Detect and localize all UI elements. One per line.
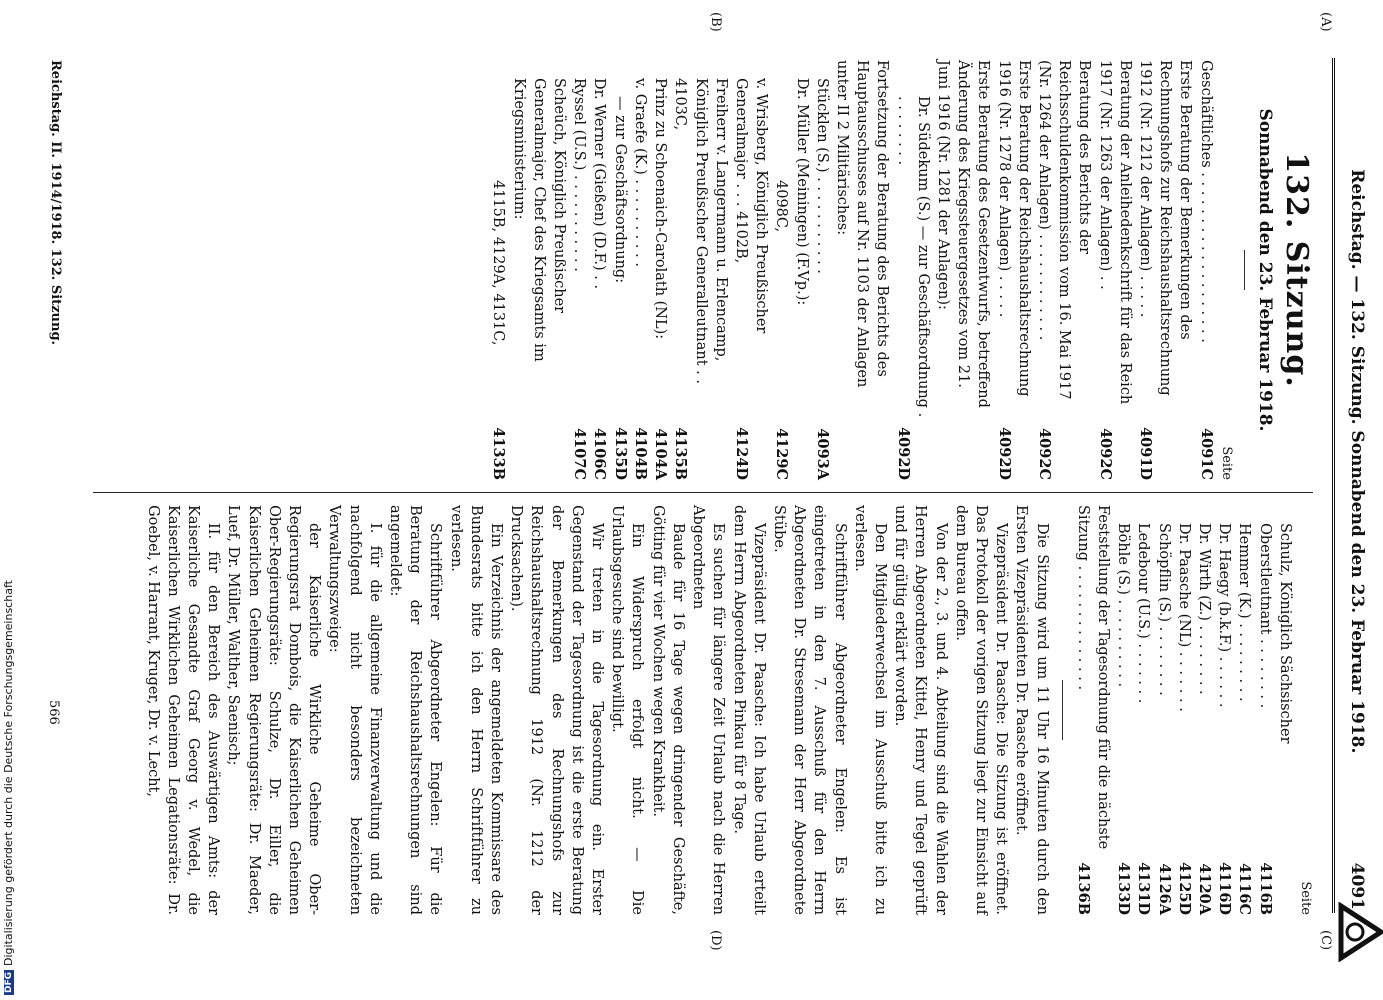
toc-entry-text: Scheüch, Königlich Preußischer Generalmajor, Chef des Kriegsamts im Kriegsministerium: (510, 78, 568, 362)
toc-entry (812, 60, 832, 480)
toc-entry-page: 4135D (611, 427, 629, 480)
dfg-logo-icon: DFG (3, 971, 14, 993)
toc-entry-text: Feststellung der Tagesordnung für die nächste Sitzung . . . . . . . . . . . . . . (1074, 505, 1111, 850)
toc-entry-page: 4133B (490, 427, 508, 480)
column-divider (93, 492, 1313, 493)
header-title: Reichstag. — 132. Sitzung. Sonnabend den 23. Februar 1918. (1347, 169, 1367, 754)
proceedings-paragraph: Wir treten in die Tagesordnung ein. Erster Gegenstand der Tagesordnung ist die erste Beratung der Bemerkungen des Rechnungshofs zur Reichshaushaltsrechnung 1912 (Nr. 1212 der Drucksachen). (508, 505, 606, 915)
toc-entry-text: Beratung des Berichts der Reichsschuldenkommission vom 16. Mai 1917 (Nr. 1264 der Anlagen) . . . . . . . . . . . . (1035, 60, 1093, 400)
reichstag-emblem-icon (1337, 902, 1383, 962)
margin-mark-a: (A) (1318, 12, 1333, 32)
toc-entry (650, 60, 670, 480)
toc-entry-text: Erste Beratung des Gesetzentwurfs, betreffend Änderung des Kriegssteuergesetzes vom 21. Juni 1916 (Nr. 1281 der Anlagen): (934, 60, 992, 408)
toc-entry-text: Dr. Müller (Meiningen) (F.Vp.): (793, 78, 810, 306)
toc-entry (1034, 60, 1095, 480)
title-rule (1244, 250, 1245, 290)
toc-entry (1133, 505, 1153, 915)
toc-entry (1113, 505, 1133, 915)
proceedings-paragraph: Vizepräsident Dr. Paasche: Die Sitzung ist eröffnet. Das Protokoll der vorigen Sitzung liegt zur Einsicht auf dem Bureau offen. (952, 505, 1010, 915)
toc-entry-page: 4126A (1155, 863, 1173, 915)
toc-entry-page: 4107C (571, 428, 589, 480)
proceedings-paragraph: Von der 2., 3. und 4. Abteilung sind die Wahlen der Herren Abgeordneten Kittel, Henry und Tegel geprüft und für gültig erklärt worden. (892, 505, 949, 915)
table-of-contents (488, 60, 1215, 480)
toc-entry-page: 4092C (1096, 428, 1114, 480)
toc-entry-page: 4120A (1195, 863, 1213, 915)
toc-entry-feststellung (1073, 505, 1113, 915)
digitization-credit (2, 580, 16, 995)
toc-entry-text: Fortsetzung der Beratung des Berichts des Hauptausschusses auf Nr. 1103 der Anlagen unter II 2 Militärisches: (833, 60, 891, 388)
toc-entry-text: — zur Geschäftsordnung: (611, 96, 628, 284)
toc-entry (1135, 60, 1196, 480)
proceedings-paragraph: Schriftführer Abgeordneter Engelen: Für die Beratung der Reichshaushaltsrechnungen sind angemeldet: (387, 505, 444, 915)
toc-entry (1094, 60, 1134, 480)
proceedings-paragraph: Baude für 16 Tage wegen dringender Geschäfte, Götting für vier Wochen wegen Krankheit. (649, 505, 686, 915)
toc-entry-text: Erste Beratung der Reichshaushaltsrechnung 1916 (Nr. 1278 der Anlagen) . . . . . (995, 60, 1032, 397)
seite-label-right: Seite (1298, 881, 1313, 915)
toc-entry-text: Beratung der Anleihedenkschrift für das Reich 1917 (Nr. 1263 der Anlagen) . . (1096, 60, 1133, 405)
toc-entry (731, 60, 771, 480)
toc-entry-text: 4098C, (773, 180, 790, 233)
toc-entry-text: Schöpflin (S.) . . . . . . . . (1155, 523, 1172, 696)
toc-entry-text: Dr. Werner (Gießen) (D.F.) . . (591, 78, 608, 290)
toc-entry-page: 4135B (672, 427, 690, 480)
toc-entry-page: 4133D (1115, 862, 1133, 915)
toc-entry-page: 4136B (1074, 862, 1092, 915)
header-rule (1332, 58, 1335, 913)
toc-entry-text: Prinz zu Schoenaich-Carolath (NL): (652, 78, 669, 340)
seite-label: Seite (1218, 446, 1234, 480)
toc-entry-text: Dr. Haegy (b.k.F.) . . . . . . (1216, 523, 1233, 708)
proceedings-paragraph: Es suchen für längere Zeit Urlaub nach die Herren Abgeordneten (690, 505, 727, 915)
toc-entry-page: 4116D (1216, 862, 1234, 915)
toc-entry-text: v. Graefe (K.) . . . . . . . . . . (631, 78, 648, 267)
toc-entry-page: 4091C (1197, 428, 1215, 480)
toc-entry (1194, 505, 1214, 915)
toc-entry-page: 4106C (591, 428, 609, 480)
toc-entry (569, 60, 589, 480)
toc-entry-page: 4124D (732, 427, 750, 480)
credit-text: Digitalisierung gefördert durch die Deutsche Forschungsgemeinschaft (2, 580, 15, 966)
toc-entry-text: Stücklen (S.) . . . . . . . . . . . (813, 78, 830, 274)
proceedings-paragraph: Die Sitzung wird um 11 Uhr 16 Minuten durch den Ersten Vizepräsidenten Dr. Paasche eröffnet. (1013, 505, 1050, 915)
toc-entry-page: 4125D (1175, 862, 1193, 915)
toc-entry (1214, 505, 1234, 915)
footer-page-number: 566 (46, 700, 61, 725)
proceedings-paragraph: Den Mitgliederwechsel im Ausschuß bitte ich zu verlesen. (851, 505, 888, 915)
toc-entry (1174, 505, 1194, 915)
toc-entry-page: 4116B (1256, 862, 1274, 915)
toc-entry-page: 4104A (652, 428, 670, 480)
toc-entry-page: 4092D (894, 427, 912, 480)
toc-entry (993, 60, 1033, 480)
toc-entry-text: Ledebour (U.S.) . . . . . . . (1135, 523, 1152, 704)
proceedings-paragraph: Ein Verzeichnis der angemeldeten Kommissare des Bundesrats bitte ich den Herrn Schriftführer zu verlesen. (447, 505, 505, 915)
toc-entry-text: Böhle (S.) . . . . . . . . . . (1115, 523, 1132, 688)
toc-entry-page: 4093A (813, 428, 831, 480)
proceedings-text (142, 505, 1051, 915)
toc-entry-page: 4092D (995, 427, 1013, 480)
margin-mark-b: (B) (708, 12, 723, 32)
toc-entry-page: 4131D (1135, 862, 1153, 915)
header-page-number: 4091 (1347, 862, 1367, 910)
toc-entry (771, 60, 791, 480)
toc-entry-text: Freiherr v. Langermann u. Erlencamp, Königlich Preußischer Generalleutnant . . 4103C, (672, 78, 729, 384)
margin-mark-d: (D) (708, 930, 723, 951)
toc-entry-text: Erste Beratung der Bemerkungen des Rechnungshofs zur Reichshaushaltsrechnung 1912 (Nr. 1212 der Anlagen) . . . . . (1136, 60, 1194, 396)
toc-entry-text: Hemmer (K.) . . . . . . . . . (1236, 523, 1253, 702)
toc-entry-text: v. Wrisberg, Königlich Preußischer Generalmajor . . . 4102B, (732, 78, 770, 334)
toc-entry (1234, 505, 1254, 915)
table-of-contents-continued (1113, 505, 1295, 915)
session-date: Sonnabend den 23. Februar 1918. (1255, 108, 1275, 432)
toc-entry (1153, 505, 1173, 915)
proceedings-paragraph: Schriftführer Abgeordneter Engelen: Es ist eingetreten in den 7. Ausschuß für den Herrn Abgeordneten Dr. Stresemann der Herr Abgeordnete Stübe. (770, 505, 848, 915)
toc-entry (488, 60, 508, 480)
proceedings-paragraph: I. für die allgemeine Finanzverwaltung und die nachfolgend nicht besonders bezeichneten Verwaltungszweige: (326, 505, 383, 915)
toc-entry-page: 4129C (773, 428, 791, 480)
toc-entry-page: 4116C (1236, 863, 1254, 915)
toc-entry (508, 60, 569, 480)
toc-entry-page: 4091D (1136, 427, 1154, 480)
toc-entry (791, 60, 811, 480)
toc-entry-text: Dr. Südekum (S.) — zur Geschäftsordnung . . . . . . . . . (894, 96, 931, 418)
toc-entry (933, 60, 994, 480)
toc-entry (589, 60, 609, 480)
proceedings-paragraph: der Kaiserliche Wirkliche Geheime Ober-Regierungsrat Dombois, die Kaiserlichen Geheimen Ober-Regierungsräte: Schulze, Dr. Eiller, die Kaiserlichen Geheimen Regierungsräte: Dr. Maeder, Luef, Dr. Müller, Walther, Saenisch; (225, 505, 323, 915)
margin-mark-c: (C) (1318, 930, 1333, 951)
left-column (488, 60, 1315, 480)
footer-source: Reichstag. II. 1914/1918. 132. Sitzung. (48, 60, 63, 346)
toc-entry-text: Dr. Wirth (Z.) . . . . . . . . (1195, 523, 1212, 695)
session-title: 132. Sitzung. (1279, 152, 1314, 388)
toc-entry (1195, 60, 1215, 480)
section-rule (1062, 680, 1063, 740)
toc-entry (892, 60, 932, 480)
toc-entry (1254, 505, 1294, 915)
toc-entry (670, 60, 731, 480)
toc-entry (630, 60, 650, 480)
right-column (142, 505, 1315, 915)
running-header (1347, 60, 1367, 910)
toc-entry (610, 60, 630, 480)
toc-entry-text: Dr. Paasche (NL) . . . . . . . (1175, 523, 1192, 712)
toc-entry (832, 60, 893, 480)
toc-entry-text: Schulz, Königlich Sächsischer Oberstleutnant . . . . . . . . (1256, 523, 1293, 744)
toc-entry-page: 4092C (1035, 428, 1053, 480)
proceedings-paragraph: II. für den Bereich des Auswärtigen Amts: der Kaiserliche Gesandte Graf Georg v. Wedel, die Kaiserlichen Wirklichen Geheimen Legationsräte: Dr. Goebel, v. Harrant, Kruger, Dr. v. Lecht, (144, 505, 222, 915)
toc-entry-text: Geschäftliches . . . . . . . . . . . . . . . . . . . (1197, 60, 1214, 343)
toc-entry-text: 4115B, 4129A, 4131C, (490, 180, 507, 346)
proceedings-paragraph: Ein Widerspruch erfolgt nicht. — Die Urlaubsgesuche sind bewilligt. (609, 505, 646, 915)
toc-entry-page: 4104B (631, 427, 649, 480)
proceedings-paragraph: Vizepräsident Dr. Paasche: Ich habe Urlaub erteilt dem Herrn Abgeordneten Pinkau für 8 Tage. (730, 505, 767, 915)
toc-entry-text: Ryssel (U.S.) . . . . . . . . . . . (571, 78, 588, 272)
